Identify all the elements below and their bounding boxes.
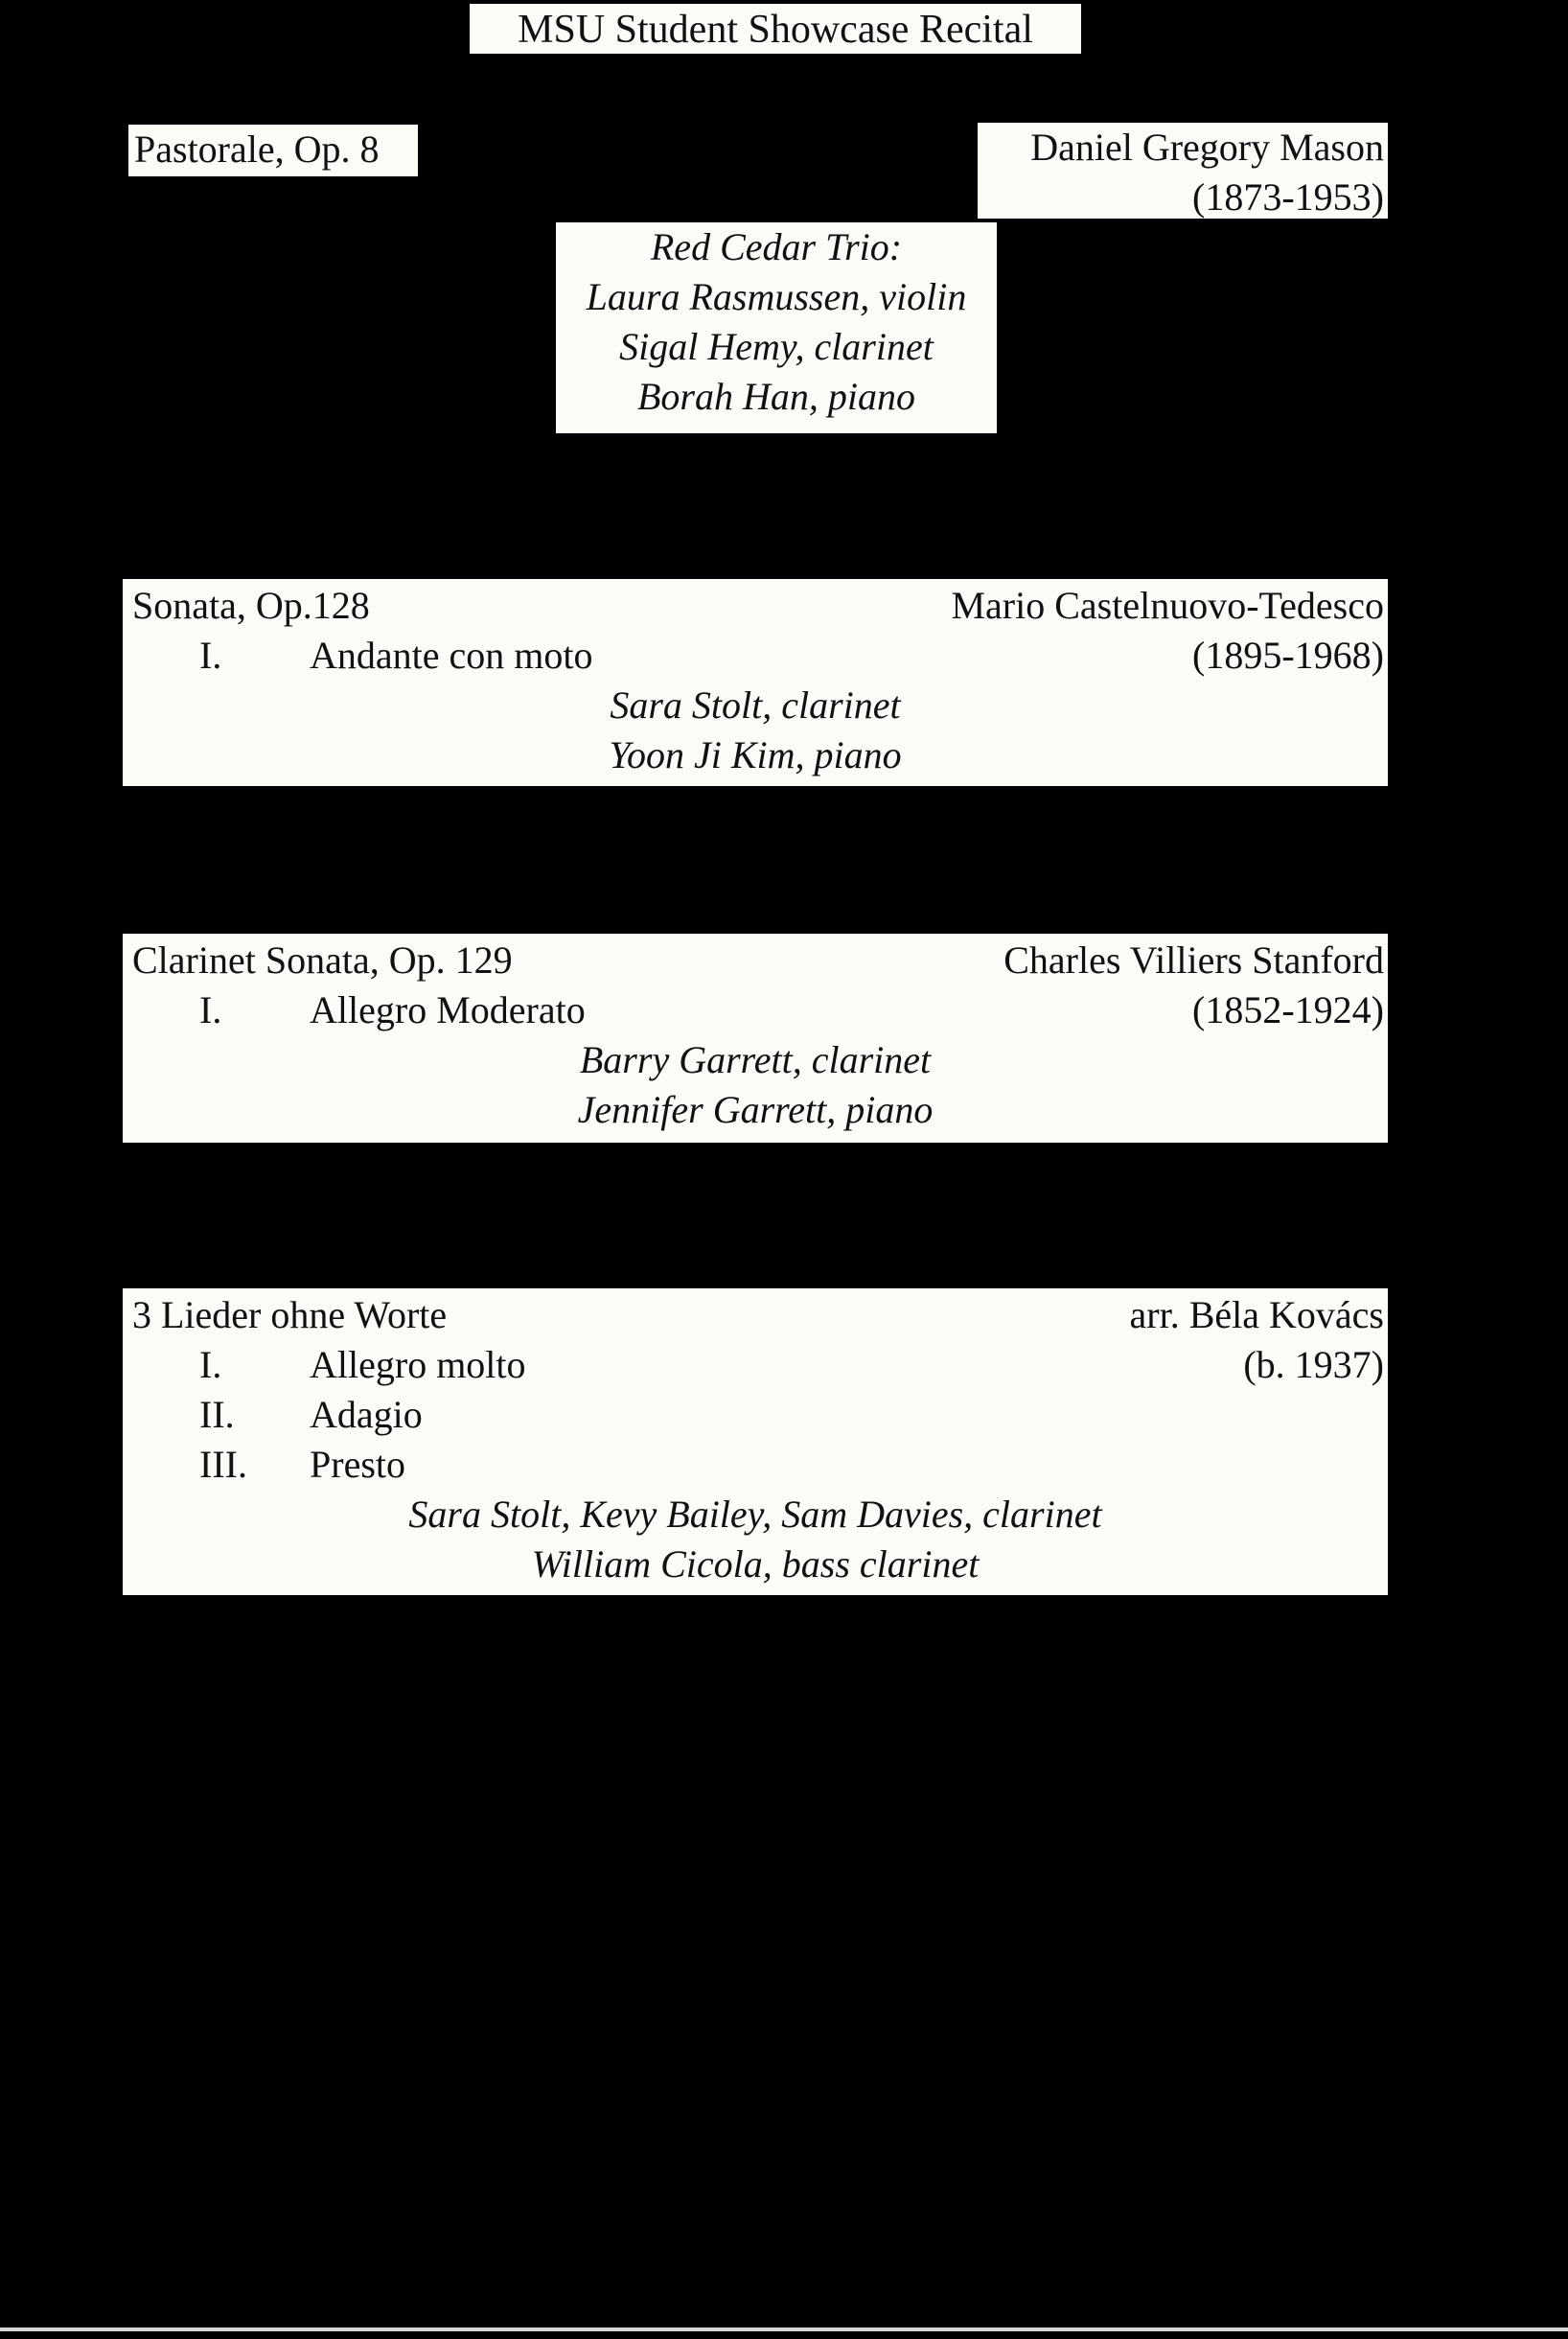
composer-name: arr. Béla Kovács [1129,1293,1384,1336]
performer-line: William Cicola, bass clarinet [531,1542,980,1586]
movement-number: II. [199,1393,235,1436]
movement-name: Allegro molto [310,1343,526,1386]
page-title: MSU Student Showcase Recital [518,8,1033,52]
composer-dates: (1852-1924) [1192,988,1384,1031]
composer-name: Mario Castelnuovo-Tedesco [951,584,1384,627]
piece-title: Clarinet Sonata, Op. 129 [132,938,513,982]
movement-name: Adagio [310,1393,423,1436]
performer-line: Sigal Hemy, clarinet [619,325,934,368]
bottom-rule [0,2327,1568,2331]
piece-title: 3 Lieder ohne Worte [132,1293,448,1336]
performer-line: Yoon Ji Kim, piano [609,733,902,776]
composer-dates: (1895-1968) [1192,634,1384,677]
composer-dates: (b. 1937) [1243,1343,1384,1386]
performer-line: Borah Han, piano [637,375,915,418]
composer-name: Daniel Gregory Mason [1030,126,1384,169]
movement-number: I. [199,988,222,1031]
performer-line: Sara Stolt, clarinet [610,683,901,727]
movement-name: Allegro Moderato [310,988,586,1031]
performer-line: Laura Rasmussen, violin [586,275,967,318]
movement-name: Andante con moto [310,634,593,677]
movement-number: I. [199,1343,222,1386]
performer-line: Sara Stolt, Kevy Bailey, Sam Davies, clarinet [408,1493,1102,1536]
performer-line: Barry Garrett, clarinet [579,1038,932,1081]
movement-number: I. [199,634,222,677]
performer-line: Jennifer Garrett, piano [577,1088,934,1131]
movement-number: III. [199,1443,247,1486]
piece-title: Sonata, Op.128 [132,584,370,627]
composer-dates: (1873-1953) [1192,175,1384,219]
composer-name: Charles Villiers Stanford [1003,938,1384,982]
ensemble-name: Red Cedar Trio: [650,225,903,268]
movement-name: Presto [310,1443,405,1486]
piece-title: Pastorale, Op. 8 [134,127,380,171]
